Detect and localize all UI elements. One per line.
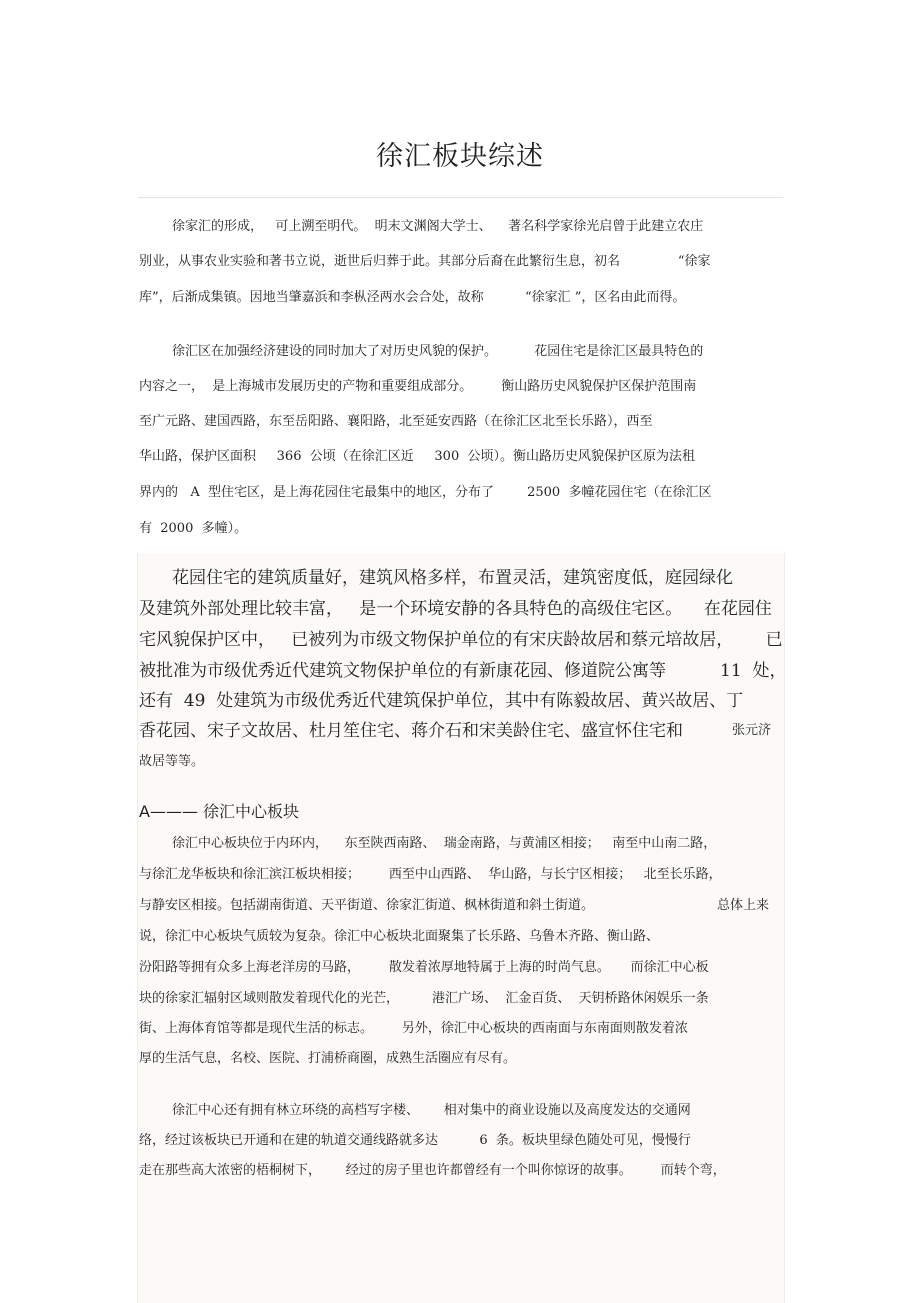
- paragraph-line: 及建筑外部处理比较丰富， 是一个环境安静的各具特色的高级住宅区。 在花园住: [139, 599, 772, 619]
- paragraph-line: 汾阳路等拥有众多上海老洋房的马路， 散发着浓厚地特属于上海的时尚气息。 而徐汇中心板: [139, 960, 709, 975]
- paragraph-line: 香花园、宋子文故居、杜月笙住宅、蒋介石和宋美龄住宅、盛宣怀住宅和: [139, 721, 683, 741]
- paragraph-line: 说，徐汇中心板块气质较为复杂。徐汇中心板块北面聚集了长乐路、乌鲁木齐路、衡山路、: [139, 929, 660, 944]
- paragraph-line: 故居等等。: [139, 754, 205, 769]
- paragraph-line: 有 2000 多幢）。: [139, 521, 248, 536]
- paragraph-line: 还有 49 处建筑为市级优秀近代建筑保护单位，其中有陈毅故居、黄兴故居、丁: [139, 691, 744, 711]
- paragraph-line: 与徐汇龙华板块和徐汇滨江板块相接； 西至中山西路、 华山路，与长宁区相接； 北至长乐路，: [139, 867, 722, 882]
- title-divider: [138, 197, 783, 198]
- paragraph-line: 花园住宅的建筑质量好，建筑风格多样，布置灵活，建筑密度低，庭园绿化: [172, 568, 733, 588]
- paragraph-line: 至广元路、建国西路，东至岳阳路、襄阳路，北至延安西路（在徐汇区北至长乐路），西至: [139, 414, 653, 429]
- paragraph-line: 络，经过该板块已开通和在建的轨道交通线路就多达 6 条。板块里绿色随处可见，慢慢行: [139, 1133, 691, 1148]
- paragraph-line: 走在那些高大浓密的梧桐树下， 经过的房子里也许都曾经有一个叫你惊讶的故事。 而转个弯，: [139, 1163, 726, 1178]
- paragraph-line: 总体上来: [717, 898, 770, 913]
- paragraph-line: 街、上海体育馆等都是现代生活的标志。 另外，徐汇中心板块的西南面与东南面则散发着浓: [139, 1021, 688, 1036]
- paragraph-line: 徐汇中心板块位于内环内， 东至陕西南路、 瑞金南路，与黄浦区相接； 南至中山南二路，: [172, 836, 717, 851]
- paragraph-line: 与静安区相接。包括湖南街道、天平街道、徐家汇街道、枫林街道和斜土街道。: [139, 898, 595, 913]
- paragraph-line: 宅风貌保护区中， 已被列为市级文物保护单位的有宋庆龄故居和蔡元培故居， 已: [139, 630, 783, 650]
- paragraph-line: 块的徐家汇辐射区域则散发着现代化的光芒， 港汇广场、 汇金百货、 天钥桥路休闲娱乐一条: [139, 991, 709, 1006]
- page-title: 徐汇板块综述: [376, 141, 544, 172]
- paragraph-line: 徐汇区在加强经济建设的同时加大了对历史风貌的保护。 花园住宅是徐汇区最具特色的: [172, 344, 704, 359]
- paragraph-line: 张元济: [732, 723, 772, 738]
- paragraph-line: 库”，后渐成集镇。因地当肇嘉浜和李枞泾两水会合处，故称 “徐家汇 ”，区名由此而得。: [139, 290, 686, 305]
- paragraph-line: 华山路，保护区面积 366 公顷（在徐汇区近 300 公顷）。衡山路历史风貌保护区原为法租: [139, 449, 695, 464]
- paragraph-line: 内容之一， 是上海城市发展历史的产物和重要组成部分。 衡山路历史风貌保护区保护范围南: [139, 379, 697, 394]
- section-heading: A——— 徐汇中心板块: [139, 802, 300, 821]
- paragraph-line: 别业，从事农业实验和著书立说，逝世后归葬于此。其部分后裔在此繁衍生息，初名 “徐家: [139, 254, 711, 269]
- paragraph-line: 徐汇中心还有拥有林立环绕的高档写字楼、 相对集中的商业设施以及高度发达的交通网: [172, 1103, 691, 1118]
- paragraph-line: 界内的 A 型住宅区，是上海花园住宅最集中的地区，分布了 2500 多幢花园住宅（在徐汇区: [139, 485, 712, 500]
- paragraph-line: 徐家汇的形成， 可上溯至明代。 明末文渊阁大学士、 著名科学家徐光启曾于此建立农庄: [172, 219, 704, 234]
- paragraph-line: 厚的生活气息，名校、医院、打浦桥商圈，成熟生活圈应有尽有。: [139, 1051, 517, 1066]
- paragraph-line: 被批准为市级优秀近代建筑文物保护单位的有新康花园、修道院公寓等 11 处，: [139, 661, 787, 681]
